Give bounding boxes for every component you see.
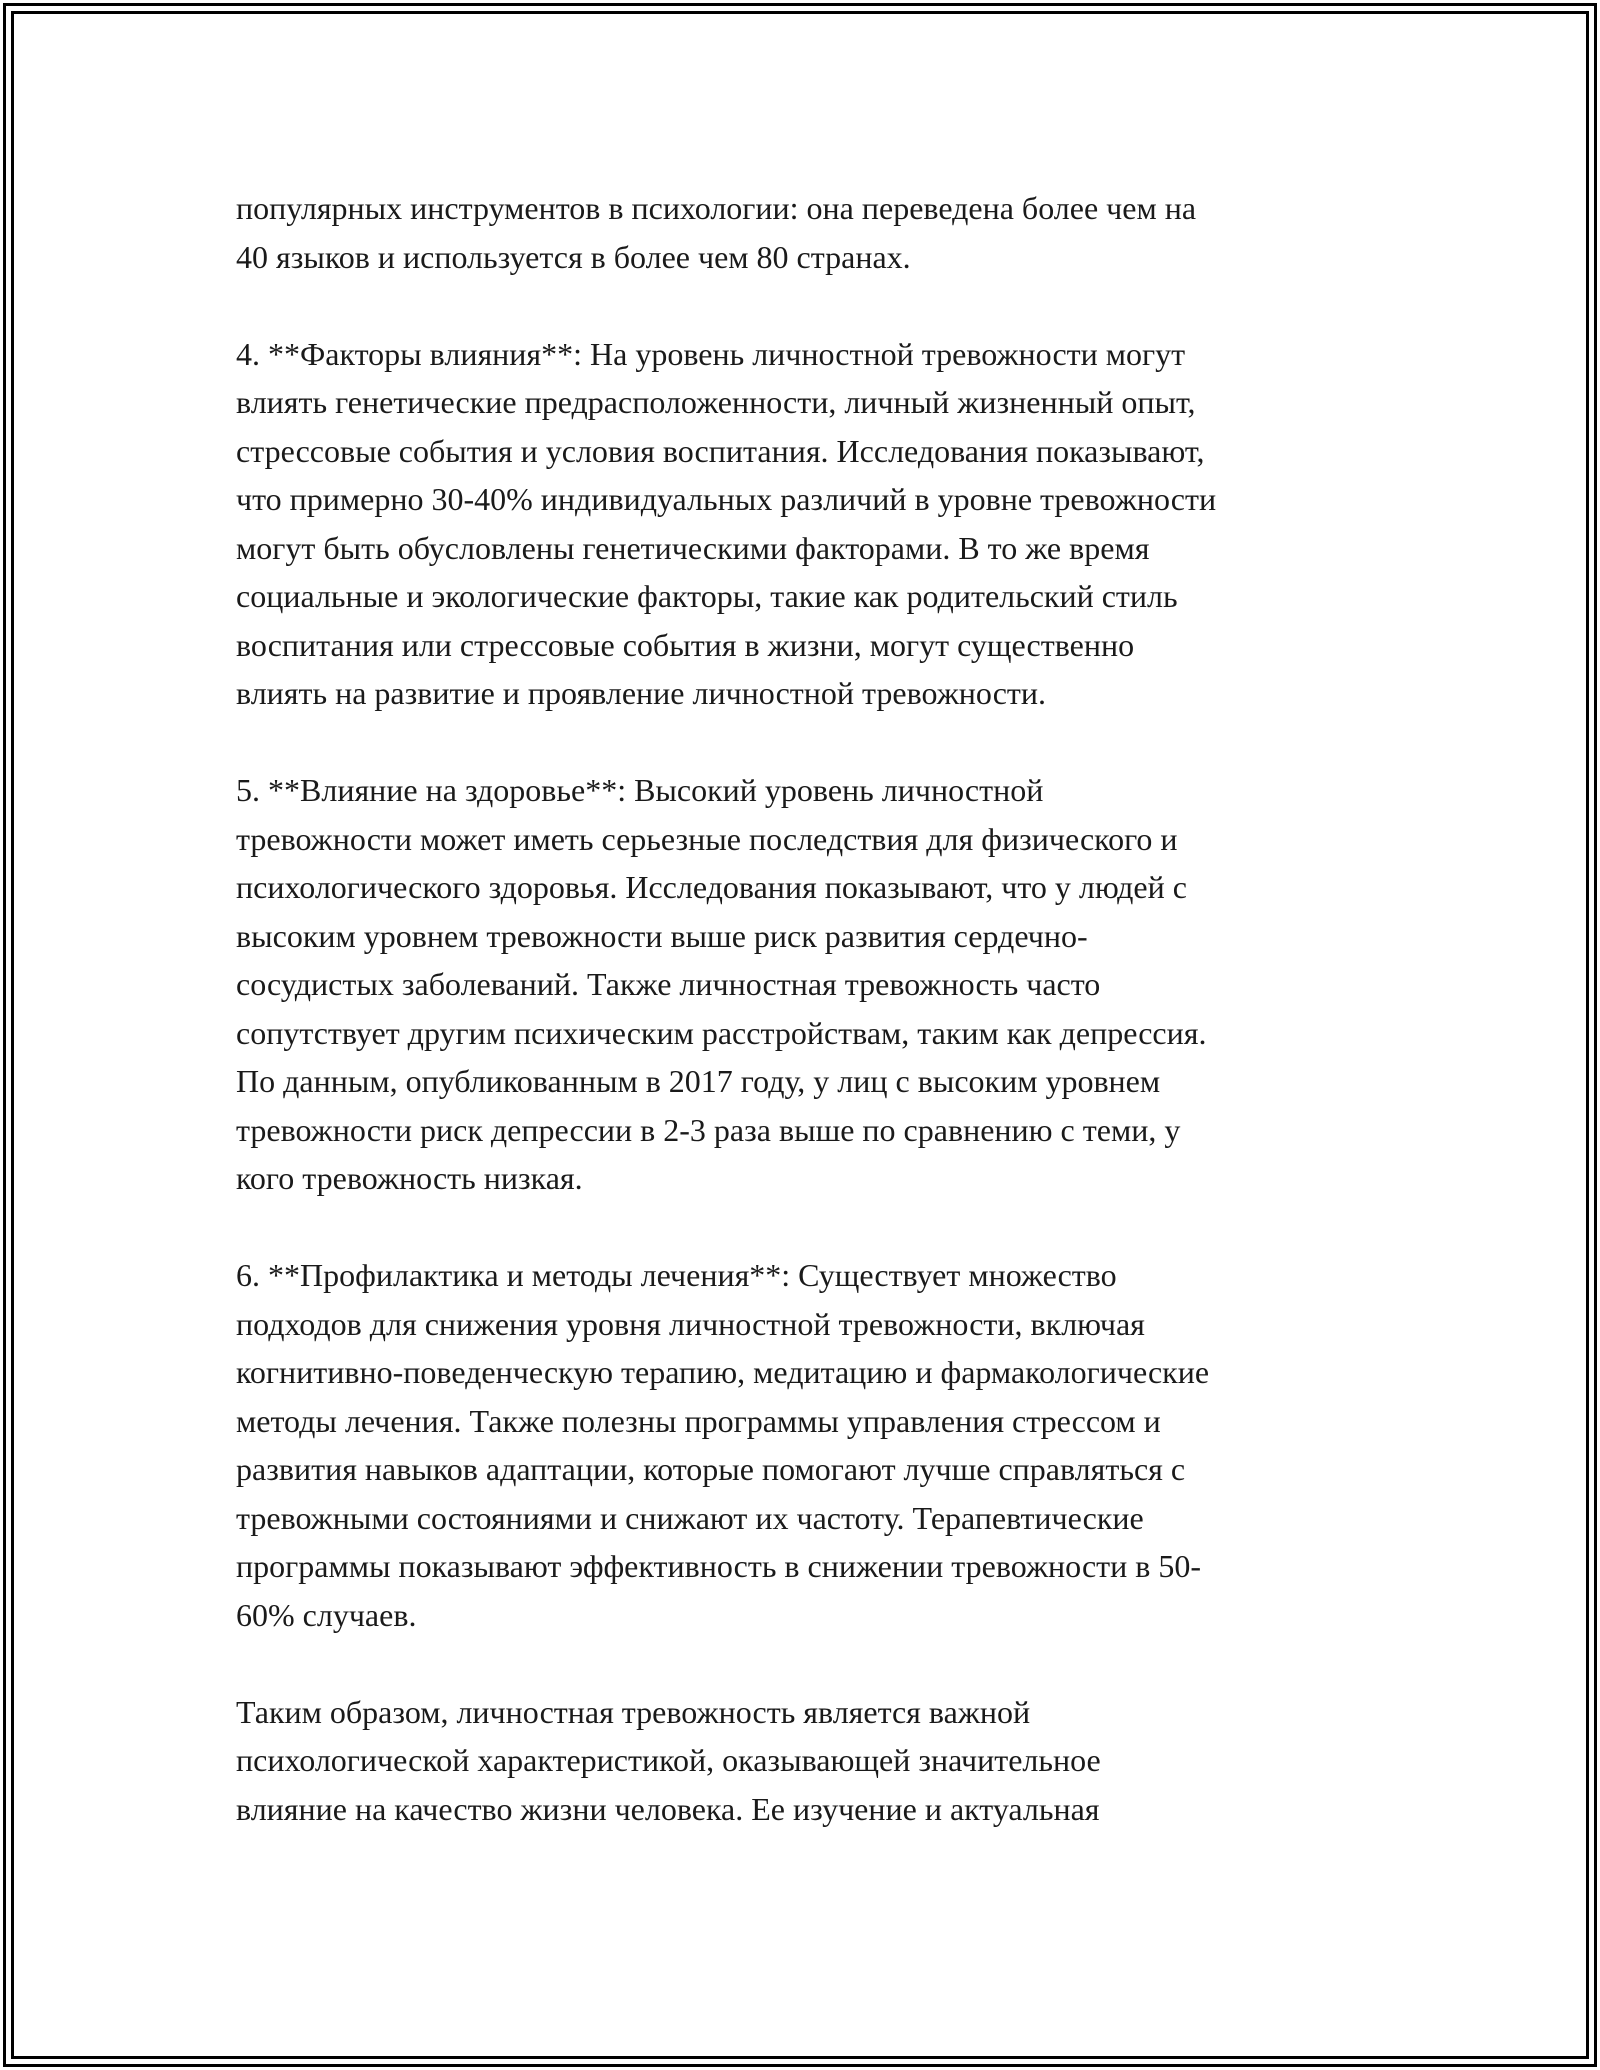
text-line: влиять генетические предрасположенности, личный жизненный опыт, (236, 384, 1196, 420)
paragraph-health (236, 766, 1376, 1203)
text-line: тревожности может иметь серьезные последствия для физического и (236, 820, 1178, 857)
paragraph-conclusion (236, 1688, 1376, 1834)
text-line: психологического здоровья. Исследования показывают, что у людей с (236, 869, 1187, 905)
text-line: что примерно 30-40% индивидуальных различий в уровне тревожности (236, 481, 1217, 517)
text-line: кого тревожность низкая. (236, 1160, 583, 1196)
text-line: влияние на качество жизни человека. Ее изучение и актуальная (236, 1790, 1100, 1827)
text-line: влиять на развитие и проявление личностной тревожности. (236, 675, 1047, 711)
text-line: программы показывают эффективность в снижении тревожности в 50- (236, 1548, 1202, 1584)
text-line: высоким уровнем тревожности выше риск развития сердечно- (236, 917, 1088, 954)
text-line: тревожными состояниями и снижают их частоту. Терапевтические (236, 1499, 1144, 1536)
text-line: 60% случаев. (236, 1596, 417, 1633)
text-line: 40 языков и используется в более чем 80 странах. (236, 238, 911, 275)
text-line: тревожности риск депрессии в 2-3 раза выше по сравнению с теми, у (236, 1111, 1181, 1148)
text-line: популярных инструментов в психологии: она переведена более чем на (236, 190, 1197, 226)
text-line: сосудистых заболеваний. Также личностная тревожность часто (236, 966, 1101, 1002)
text-line: могут быть обусловлены генетическими факторами. В то же время (236, 529, 1150, 566)
text-line: развития навыков адаптации, которые помогают лучше справляться с (236, 1451, 1186, 1487)
text-line: психологической характеристикой, оказывающей значительное (236, 1742, 1101, 1778)
paragraph-intro-continuation (236, 184, 1376, 281)
paragraph-factors (236, 330, 1376, 718)
text-line: подходов для снижения уровня личностной тревожности, включая (236, 1305, 1145, 1342)
text-line: По данным, опубликованным в 2017 году, у лиц с высоким уровнем (236, 1063, 1161, 1099)
text-line: 4. **Факторы влияния**: На уровень личностной тревожности могут (236, 335, 1186, 372)
text-line: когнитивно-поведенческую терапию, медитацию и фармакологические (236, 1354, 1210, 1390)
text-line: социальные и экологические факторы, такие как родительский стиль (236, 578, 1178, 614)
document-body (236, 184, 1376, 1882)
paragraph-prevention (236, 1251, 1376, 1639)
text-line: методы лечения. Также полезны программы управления стрессом и (236, 1402, 1161, 1439)
text-line: стрессовые события и условия воспитания. Исследования показывают, (236, 432, 1205, 469)
text-line: сопутствует другим психическим расстройствам, таким как депрессия. (236, 1014, 1207, 1051)
text-line: воспитания или стрессовые события в жизни, могут существенно (236, 626, 1135, 663)
text-line: 5. **Влияние на здоровье**: Высокий уровень личностной (236, 772, 1044, 808)
text-line: Таким образом, личностная тревожность является важной (236, 1693, 1031, 1730)
text-line: 6. **Профилактика и методы лечения**: Существует множество (236, 1257, 1117, 1293)
